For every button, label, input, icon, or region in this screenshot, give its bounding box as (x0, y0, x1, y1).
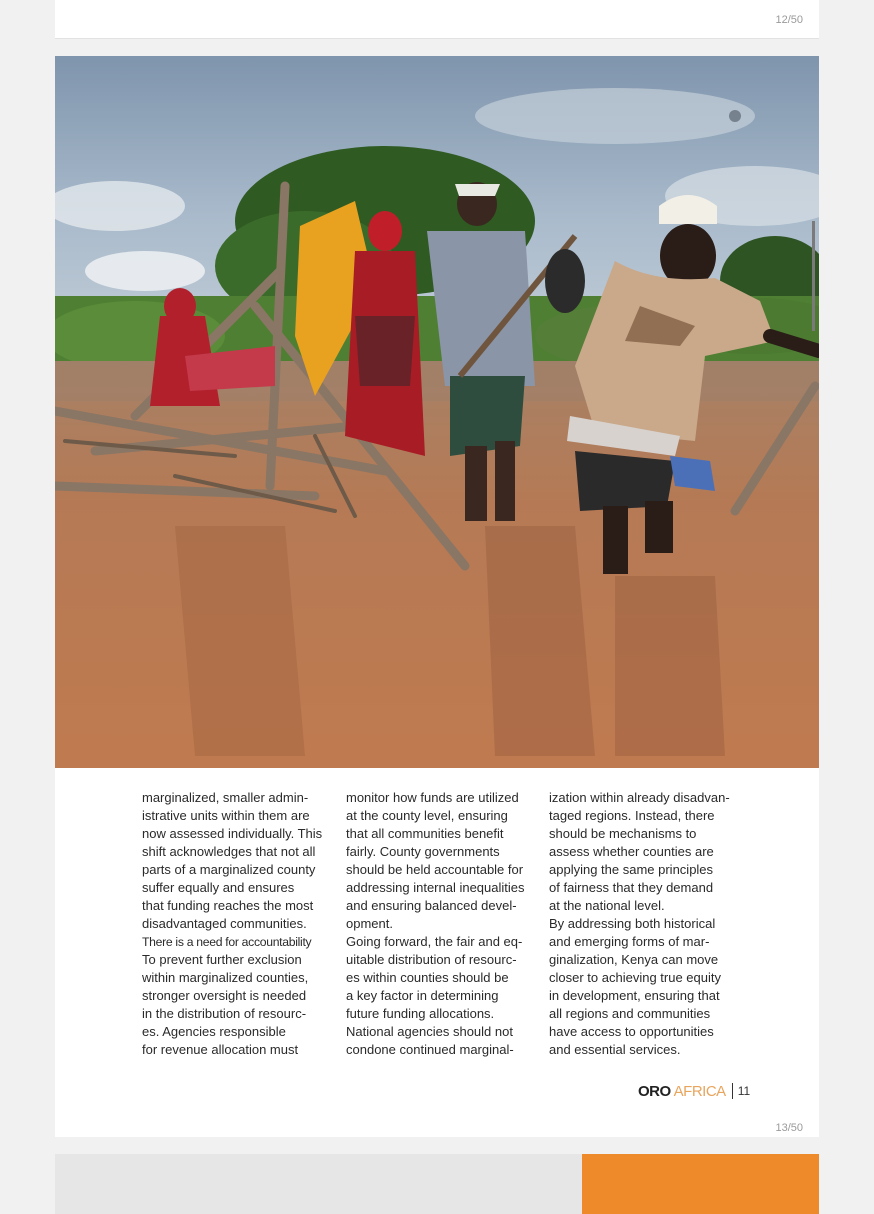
text-column-3 (549, 789, 739, 1059)
current-page (55, 56, 819, 1137)
previous-page-counter: 12/50 (775, 14, 803, 26)
flood-crossing-photo (55, 56, 819, 768)
column-1-paragraph-2: To prevent further exclusion within marginalized counties, stronger oversight is needed in the distribution of resourc- es. Agencies responsible for revenue allocation must (142, 952, 309, 1057)
previous-page (55, 0, 819, 39)
next-page (55, 1154, 819, 1214)
column-2-paragraph-1: monitor how funds are utilized at the county level, ensuring that all communities benefit fairly. County governments should be held accountable for addressing internal inequalities and ensuring balanced devel- opment. (346, 790, 525, 931)
printed-page-number: 11 (737, 1084, 751, 1098)
current-page-counter: 13/50 (775, 1122, 803, 1134)
accountability-subheading: There is a need for accountability (142, 935, 312, 949)
column-3-paragraph-2: By addressing both historical and emerging forms of mar- ginalization, Kenya can move closer to achieving true equity in development, ensuring that all regions and communities have access to opportunities and essential services. (549, 916, 721, 1057)
next-page-orange-block (582, 1154, 819, 1214)
column-1-paragraph-1: marginalized, smaller admin- istrative units within them are now assessed individually. This shift acknowledges that not all parts of a marginalized county suffer equally and ensures that funding reaches the most disadvantaged communities. (142, 790, 323, 931)
column-3-paragraph-1: ization within already disadvan- taged regions. Instead, there should be mechanisms to assess whether counties are applying the same principles of fairness that they demand at the national level. (549, 790, 730, 913)
brand-name-oro: ORO (638, 1082, 671, 1100)
page-footer-brand (638, 1082, 750, 1100)
text-column-2 (346, 789, 536, 1059)
text-column-1 (142, 789, 332, 1059)
footer-divider (732, 1083, 733, 1099)
brand-name-africa: AFRICA (673, 1082, 726, 1100)
column-2-paragraph-2: Going forward, the fair and eq- uitable distribution of resourc- es within counties should be a key factor in determining future funding allocations. National agencies should not condone continued marginal- (346, 934, 523, 1057)
